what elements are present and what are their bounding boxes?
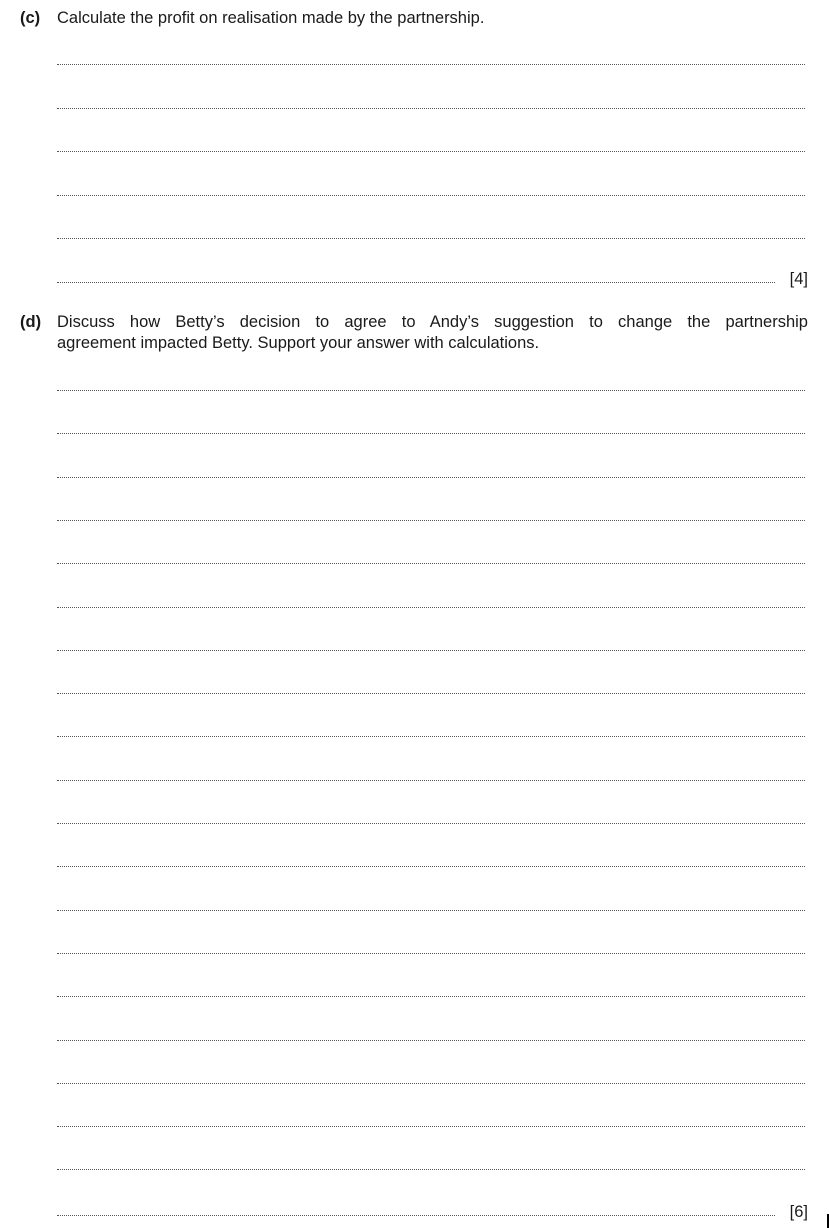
answer-line[interactable] <box>57 1169 805 1170</box>
question-d-text-line2: agreement impacted Betty. Support your answer with calculations. <box>57 334 540 352</box>
question-d-text-line1: Discuss how Betty’s decision to agree to Andy’s suggestion to change the partnership <box>57 313 808 331</box>
answer-line[interactable] <box>57 1040 805 1041</box>
answer-line[interactable] <box>57 477 805 478</box>
answer-line[interactable] <box>57 64 805 65</box>
answer-line[interactable] <box>57 910 805 911</box>
answer-line[interactable] <box>57 151 805 152</box>
answer-line[interactable] <box>57 650 805 651</box>
answer-line[interactable] <box>57 433 805 434</box>
question-c-label: (c) <box>20 9 41 27</box>
answer-line[interactable] <box>57 607 805 608</box>
answer-line[interactable] <box>57 282 775 283</box>
answer-line[interactable] <box>57 563 805 564</box>
answer-line[interactable] <box>57 1215 775 1216</box>
answer-line[interactable] <box>57 823 805 824</box>
question-d-marks: [6] <box>789 1203 808 1221</box>
question-c-text: Calculate the profit on realisation made by the partnership. <box>57 9 485 27</box>
question-d-label: (d) <box>20 313 42 331</box>
answer-line[interactable] <box>57 238 805 239</box>
answer-line[interactable] <box>57 866 805 867</box>
answer-line[interactable] <box>57 390 805 391</box>
question-d-text <box>57 312 808 354</box>
question-c-marks: [4] <box>789 270 808 288</box>
answer-line[interactable] <box>57 736 805 737</box>
answer-line[interactable] <box>57 1083 805 1084</box>
answer-line[interactable] <box>57 520 805 521</box>
answer-line[interactable] <box>57 996 805 997</box>
answer-line[interactable] <box>57 693 805 694</box>
answer-line[interactable] <box>57 195 805 196</box>
answer-line[interactable] <box>57 953 805 954</box>
answer-line[interactable] <box>57 780 805 781</box>
answer-line[interactable] <box>57 1126 805 1127</box>
answer-line[interactable] <box>57 108 805 109</box>
